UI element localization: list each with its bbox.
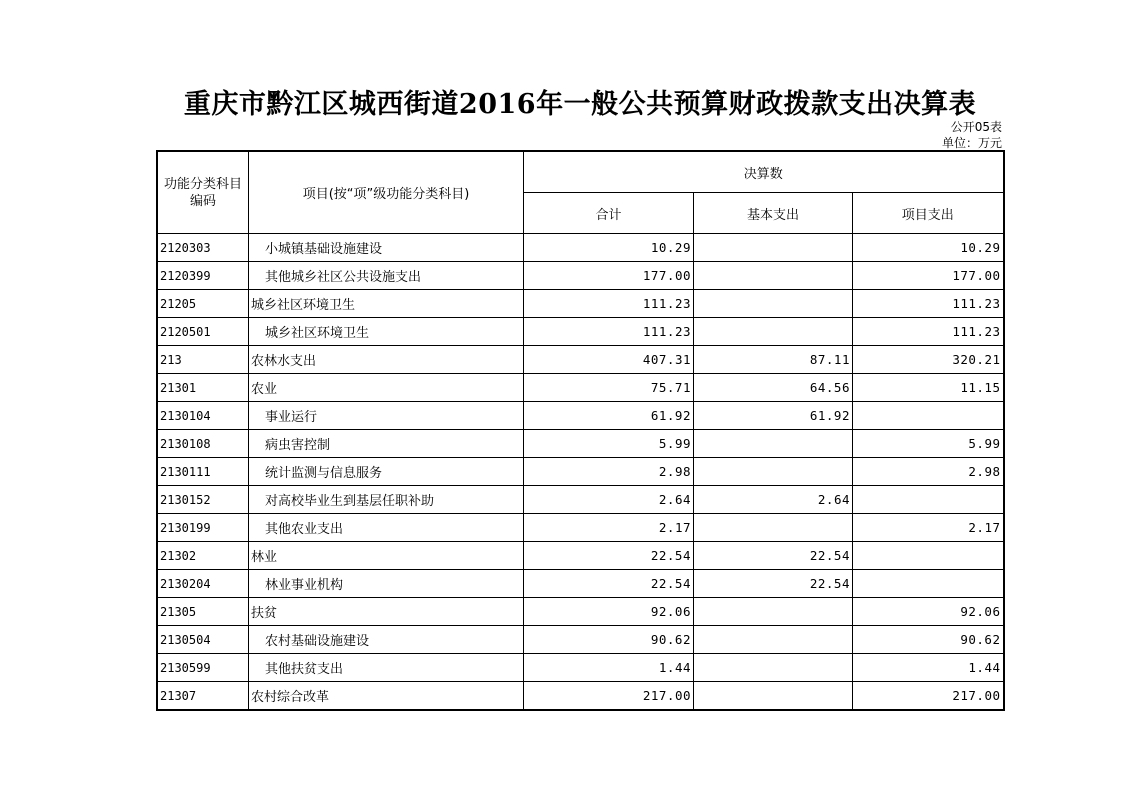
row-name: 农村综合改革 (249, 682, 524, 711)
header-group: 决算数 (524, 151, 1004, 193)
header-project: 项目支出 (853, 193, 1004, 234)
table-row (157, 290, 1004, 318)
row-name: 城乡社区环境卫生 (249, 290, 524, 318)
row-code: 2130111 (157, 458, 249, 486)
header-row-1 (157, 151, 1004, 193)
unit-label: 单位：万元 (941, 136, 1002, 150)
row-name: 其他农业支出 (249, 514, 524, 542)
table-row (157, 598, 1004, 626)
row-name: 林业事业机构 (249, 570, 524, 598)
row-basic: 87.11 (694, 346, 853, 374)
row-basic (694, 514, 853, 542)
row-project: 177.00 (853, 262, 1004, 290)
row-basic: 22.54 (694, 570, 853, 598)
header-code-label: 功能分类科目编码 (163, 176, 242, 209)
row-code: 21305 (157, 598, 249, 626)
row-project: 217.00 (853, 682, 1004, 711)
row-name: 事业运行 (249, 402, 524, 430)
row-total: 22.54 (524, 570, 694, 598)
row-code: 2130204 (157, 570, 249, 598)
table-row (157, 346, 1004, 374)
row-basic (694, 626, 853, 654)
row-basic (694, 682, 853, 711)
row-total: 1.44 (524, 654, 694, 682)
row-name: 城乡社区环境卫生 (249, 318, 524, 346)
row-name: 其他扶贫支出 (249, 654, 524, 682)
row-code: 2120303 (157, 234, 249, 262)
row-code: 21205 (157, 290, 249, 318)
row-code: 2120399 (157, 262, 249, 290)
row-basic: 64.56 (694, 374, 853, 402)
table-row (157, 430, 1004, 458)
row-project: 90.62 (853, 626, 1004, 654)
row-code: 21302 (157, 542, 249, 570)
table-row (157, 402, 1004, 430)
row-total: 5.99 (524, 430, 694, 458)
budget-table (156, 150, 1005, 711)
row-project (853, 570, 1004, 598)
row-basic: 2.64 (694, 486, 853, 514)
table-body (157, 234, 1004, 711)
row-code: 2130152 (157, 486, 249, 514)
row-code: 2130104 (157, 402, 249, 430)
row-name: 农林水支出 (249, 346, 524, 374)
row-name: 对高校毕业生到基层任职补助 (249, 486, 524, 514)
row-name: 病虫害控制 (249, 430, 524, 458)
table-row (157, 654, 1004, 682)
row-total: 10.29 (524, 234, 694, 262)
row-total: 111.23 (524, 290, 694, 318)
header-code (157, 151, 249, 234)
row-total: 407.31 (524, 346, 694, 374)
row-name: 农村基础设施建设 (249, 626, 524, 654)
table-row (157, 458, 1004, 486)
row-total: 111.23 (524, 318, 694, 346)
row-name: 扶贫 (249, 598, 524, 626)
row-total: 217.00 (524, 682, 694, 711)
row-name: 其他城乡社区公共设施支出 (249, 262, 524, 290)
row-name: 农业 (249, 374, 524, 402)
header-basic: 基本支出 (694, 193, 853, 234)
row-project: 111.23 (853, 290, 1004, 318)
table-row (157, 486, 1004, 514)
row-project: 2.17 (853, 514, 1004, 542)
row-project (853, 542, 1004, 570)
row-basic (694, 234, 853, 262)
row-code: 21307 (157, 682, 249, 711)
row-project: 2.98 (853, 458, 1004, 486)
row-total: 2.64 (524, 486, 694, 514)
table-row (157, 374, 1004, 402)
row-code: 213 (157, 346, 249, 374)
row-basic: 22.54 (694, 542, 853, 570)
table-row (157, 542, 1004, 570)
table-row (157, 318, 1004, 346)
row-code: 2130199 (157, 514, 249, 542)
row-total: 2.98 (524, 458, 694, 486)
table-row (157, 570, 1004, 598)
row-basic (694, 458, 853, 486)
row-total: 22.54 (524, 542, 694, 570)
row-total: 2.17 (524, 514, 694, 542)
row-basic (694, 318, 853, 346)
table-row (157, 626, 1004, 654)
row-total: 92.06 (524, 598, 694, 626)
row-basic (694, 290, 853, 318)
row-code: 21301 (157, 374, 249, 402)
form-number: 公开05表 (950, 120, 1002, 134)
row-project: 10.29 (853, 234, 1004, 262)
header-item: 项目(按“项”级功能分类科目) (249, 151, 524, 234)
row-name: 统计监测与信息服务 (249, 458, 524, 486)
table-row (157, 514, 1004, 542)
table-row (157, 682, 1004, 711)
row-project: 111.23 (853, 318, 1004, 346)
page-title: 重庆市黔江区城西街道2016年一般公共预算财政拨款支出决算表 (183, 89, 977, 120)
row-code: 2130108 (157, 430, 249, 458)
header-total: 合计 (524, 193, 694, 234)
row-total: 90.62 (524, 626, 694, 654)
row-name: 小城镇基础设施建设 (249, 234, 524, 262)
row-total: 75.71 (524, 374, 694, 402)
row-project (853, 486, 1004, 514)
row-code: 2120501 (157, 318, 249, 346)
row-project: 5.99 (853, 430, 1004, 458)
row-project: 11.15 (853, 374, 1004, 402)
row-project: 1.44 (853, 654, 1004, 682)
table-row (157, 234, 1004, 262)
row-basic (694, 430, 853, 458)
row-project: 92.06 (853, 598, 1004, 626)
row-basic (694, 262, 853, 290)
row-total: 61.92 (524, 402, 694, 430)
row-name: 林业 (249, 542, 524, 570)
row-basic: 61.92 (694, 402, 853, 430)
row-project (853, 402, 1004, 430)
row-code: 2130504 (157, 626, 249, 654)
row-basic (694, 598, 853, 626)
row-basic (694, 654, 853, 682)
row-total: 177.00 (524, 262, 694, 290)
table-row (157, 262, 1004, 290)
row-project: 320.21 (853, 346, 1004, 374)
row-code: 2130599 (157, 654, 249, 682)
